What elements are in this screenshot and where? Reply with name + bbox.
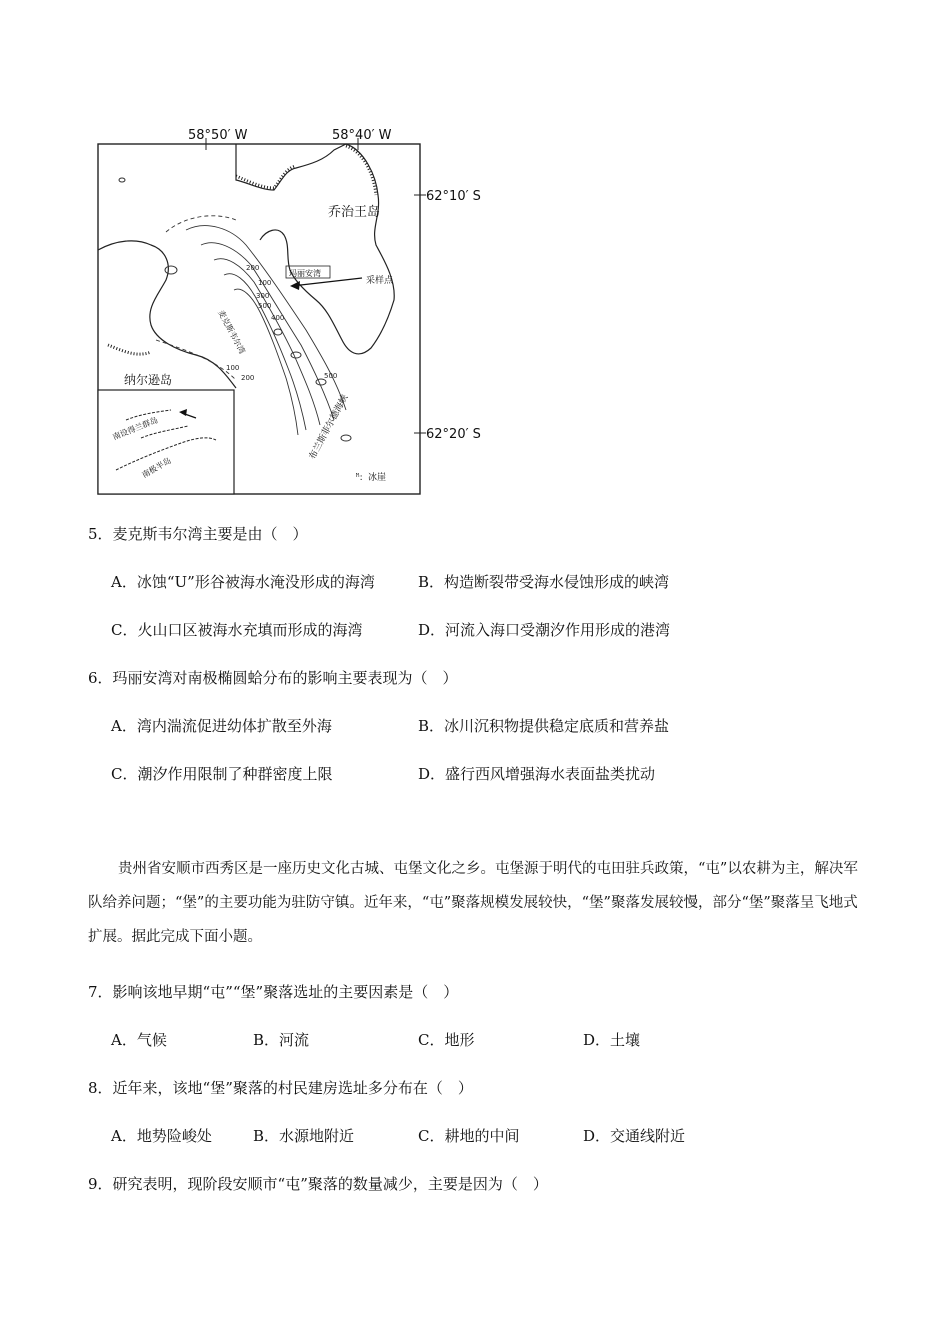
- contour-label: 200: [241, 374, 255, 382]
- q5-option-a: A．冰蚀“U”形谷被海水淹没形成的海湾: [111, 573, 375, 591]
- q6-option-a: A．湾内湍流促进幼体扩散至外海: [111, 717, 332, 735]
- question-number: 5．: [88, 525, 113, 543]
- q5-option-c: C．火山口区被海水充填而形成的海湾: [111, 621, 363, 639]
- label-bransfield: 布兰斯菲尔德海峡: [307, 393, 351, 462]
- question-number: 6．: [88, 669, 113, 687]
- q6-option-d: D．盛行西风增强海水表面盐类扰动: [418, 765, 656, 783]
- q7-option-c: C．地形: [418, 1031, 475, 1049]
- q8-option-c: C．耕地的中间: [418, 1127, 520, 1145]
- q5-option-b: B．构造断裂带受海水侵蚀形成的峡湾: [418, 573, 670, 591]
- q8-option-b: B．水源地附近: [253, 1127, 355, 1145]
- label-sample: 采样点: [366, 276, 394, 286]
- lat-label-bottom: 62°20′ S: [426, 427, 481, 442]
- question-9: [88, 1174, 548, 1194]
- label-antarctic-peninsula: 南极半岛: [140, 455, 173, 480]
- islet: [341, 435, 351, 441]
- reading-passage: [88, 852, 860, 954]
- sample-arrow: [292, 278, 362, 286]
- question-number: 9．: [88, 1175, 113, 1193]
- islet: [119, 178, 125, 182]
- glacier-cliff-1: [236, 166, 296, 188]
- q5-option-d: D．河流入海口受潮汐作用形成的港湾: [418, 621, 671, 639]
- question-stem: 影响该地早期“屯”“堡”聚落选址的主要因素是（ ）: [112, 983, 459, 1001]
- q8-option-d: D．交通线附近: [583, 1127, 686, 1145]
- question-stem: 近年来，该地“堡”聚落的村民建房选址多分布在（ ）: [112, 1079, 473, 1097]
- contour-500: [234, 289, 298, 435]
- contour-label: 300: [256, 292, 270, 300]
- q6-option-c: C．潮汐作用限制了种群密度上限: [111, 765, 333, 783]
- lat-label-top: 62°10′ S: [426, 189, 481, 204]
- legend-glacier-symbol: ⁿ̈:: [356, 473, 363, 483]
- question-number: 8．: [88, 1079, 113, 1097]
- label-south-shetland: 南设得兰群岛: [111, 415, 160, 442]
- nelson-island-coast: [98, 241, 236, 388]
- q7-option-d: D．土壤: [583, 1031, 641, 1049]
- question-7: [88, 982, 458, 1002]
- question-number: 7．: [88, 983, 113, 1001]
- contour-label: 500: [324, 372, 338, 380]
- islet: [165, 266, 177, 274]
- label-nelson: 纳尔逊岛: [124, 373, 173, 387]
- label-king-george: 乔治王岛: [328, 205, 381, 220]
- islet: [291, 352, 301, 358]
- label-marian-cove: 玛丽安湾: [289, 269, 321, 278]
- contour-label: 400: [271, 314, 285, 322]
- q7-option-a: A．气候: [111, 1031, 167, 1049]
- glacier-cliff-3: [108, 345, 151, 354]
- question-stem: 研究表明，现阶段安顺市“屯”聚落的数量减少，主要是因为（ ）: [112, 1175, 548, 1193]
- passage-text: 贵州省安顺市西秀区是一座历史文化古城、屯堡文化之乡。屯堡源于明代的屯田驻兵政策，“屯”以农耕为主，解决军队给养问题；“堡”的主要功能为驻防守镇。近年来，“屯”聚落规模发展较快，“堡”聚落发展较慢，部分“堡”聚落呈飞地式扩展。据此完成下面小题。: [88, 861, 858, 945]
- question-stem: 麦克斯韦尔湾主要是由（ ）: [112, 525, 308, 543]
- islet: [274, 329, 282, 335]
- question-5: [88, 524, 308, 544]
- question-8: [88, 1078, 473, 1098]
- inset-frame: [98, 390, 234, 494]
- lon-label-right: 58°40′ W: [332, 128, 392, 143]
- question-stem: 玛丽安湾对南极椭圆蛤分布的影响主要表现为（ ）: [112, 669, 458, 687]
- q8-option-a: A．地势险峻处: [111, 1127, 212, 1145]
- label-maxwell-bay: 麦克斯韦尔湾: [216, 308, 247, 356]
- q7-option-b: B．河流: [253, 1031, 310, 1049]
- bay-map-figure: [96, 120, 486, 500]
- question-6: [88, 668, 458, 688]
- sample-arrow-head: [290, 281, 300, 290]
- q6-option-b: B．冰川沉积物提供稳定底质和营养盐: [418, 717, 670, 735]
- contour-label: 200: [246, 264, 260, 272]
- contour-label: 500: [258, 302, 272, 310]
- legend-glacier: 冰崖: [368, 473, 387, 483]
- contour-label: 100: [258, 279, 272, 287]
- contour-label: 100: [226, 364, 240, 372]
- lon-label-left: 58°50′ W: [188, 128, 248, 143]
